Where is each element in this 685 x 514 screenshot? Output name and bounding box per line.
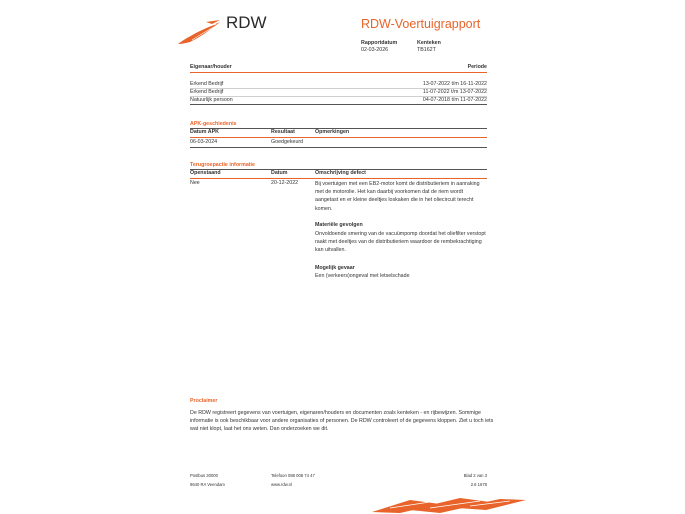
owner-row-3-period: 04-07-2018 t/m 11-07-2022 bbox=[422, 97, 487, 103]
recall-consequence: Onvoldoende smering van de vacuümpomp doordat het oliefilter verstopt raakt met deeltjes van de distributieriem waardoor de rembekrachtiging kan uitvallen. bbox=[315, 231, 486, 254]
recall-desc-header: Omschrijving defect bbox=[315, 170, 366, 176]
rdw-wing-decoration-icon bbox=[370, 496, 530, 514]
recall-danger-label: Mogelijk gevaar bbox=[315, 265, 355, 271]
recall-open-header: Openstaand bbox=[190, 170, 221, 176]
apk-header-rule bbox=[190, 137, 487, 138]
footer-code: 2.6 1678 bbox=[470, 482, 487, 487]
recall-date-header: Datum bbox=[271, 170, 288, 176]
owner-row-2-period: 11-07-2022 t/m 13-07-2022 bbox=[422, 89, 487, 95]
rapportdatum-value: 02-03-2026 bbox=[361, 47, 389, 53]
footer-web: www.rdw.nl bbox=[271, 482, 292, 487]
apk-result-header: Resultaat bbox=[271, 129, 295, 135]
footer-postbus: Postbus 30000 bbox=[190, 473, 218, 478]
apk-row-1-date: 06-03-2024 bbox=[190, 139, 218, 145]
owner-row-1-owner: Erkend Bedrijf bbox=[190, 81, 224, 87]
owners-header-rule bbox=[190, 72, 487, 73]
period-column-header: Periode bbox=[467, 64, 487, 70]
logo-text: RDW bbox=[226, 13, 267, 32]
report-title: RDW-Voertuigrapport bbox=[361, 17, 481, 31]
apk-remarks-header: Opmerkingen bbox=[315, 129, 350, 135]
footer-phone: Telefoon 088 008 74 47 bbox=[271, 473, 315, 478]
recall-header-rule bbox=[190, 178, 487, 179]
kenteken-value: TB162T bbox=[417, 47, 436, 53]
apk-row-1-result: Goedgekeurd bbox=[271, 139, 304, 145]
owner-row-2-owner: Erkend Bedrijf bbox=[190, 89, 224, 95]
divider bbox=[190, 104, 487, 105]
recall-consequence-label: Materiële gevolgen bbox=[315, 222, 363, 228]
apk-section-title: APK-geschiedenis bbox=[190, 121, 237, 127]
rdw-logo-icon bbox=[176, 18, 224, 46]
recall-danger: Een (verkeers)ongeval met letselschade bbox=[315, 273, 410, 279]
recall-open-value: Nee bbox=[190, 180, 200, 186]
owner-row-1-period: 13-07-2022 t/m 16-11-2022 bbox=[422, 81, 487, 87]
apk-date-header: Datum APK bbox=[190, 129, 219, 135]
recall-description: Bij voertuigen met een EB2-motor komt de distributieriem in aanraking met de motorolie. Het kan daarbij voorkomen dat de riem wordt aangetast en er kleine deeltjes loskaken die in het oliecircuit terecht komen. bbox=[315, 181, 480, 212]
disclaimer-title: Proclaimer bbox=[190, 398, 218, 404]
recall-section-title: Terugroepactie informatie bbox=[190, 162, 255, 168]
owner-column-header: Eigenaar/houder bbox=[190, 64, 232, 70]
kenteken-label: Kenteken bbox=[417, 40, 441, 46]
owner-row-3-owner: Natuurlijk persoon bbox=[190, 97, 233, 103]
rapportdatum-label: Rapportdatum bbox=[361, 40, 398, 46]
recall-date-value: 20-12-2022 bbox=[271, 180, 299, 186]
disclaimer-text: De RDW registreert gegevens van voertuigen, eigenaren/houders en documenten zoals kenteken - en rijbewijzen. Sommige informatie is ook beschikbaar voor andere organisaties of personen. De RDW controleert of de gegevens kloppen. Ziet u toch iets wat niet klopt, laat het ons weten. Dan onderzoeken we dit. bbox=[190, 410, 494, 433]
divider bbox=[190, 147, 487, 148]
footer-city: 9640 RA Veendam bbox=[190, 482, 225, 487]
footer-page: Blad 2 van 3 bbox=[463, 473, 487, 478]
